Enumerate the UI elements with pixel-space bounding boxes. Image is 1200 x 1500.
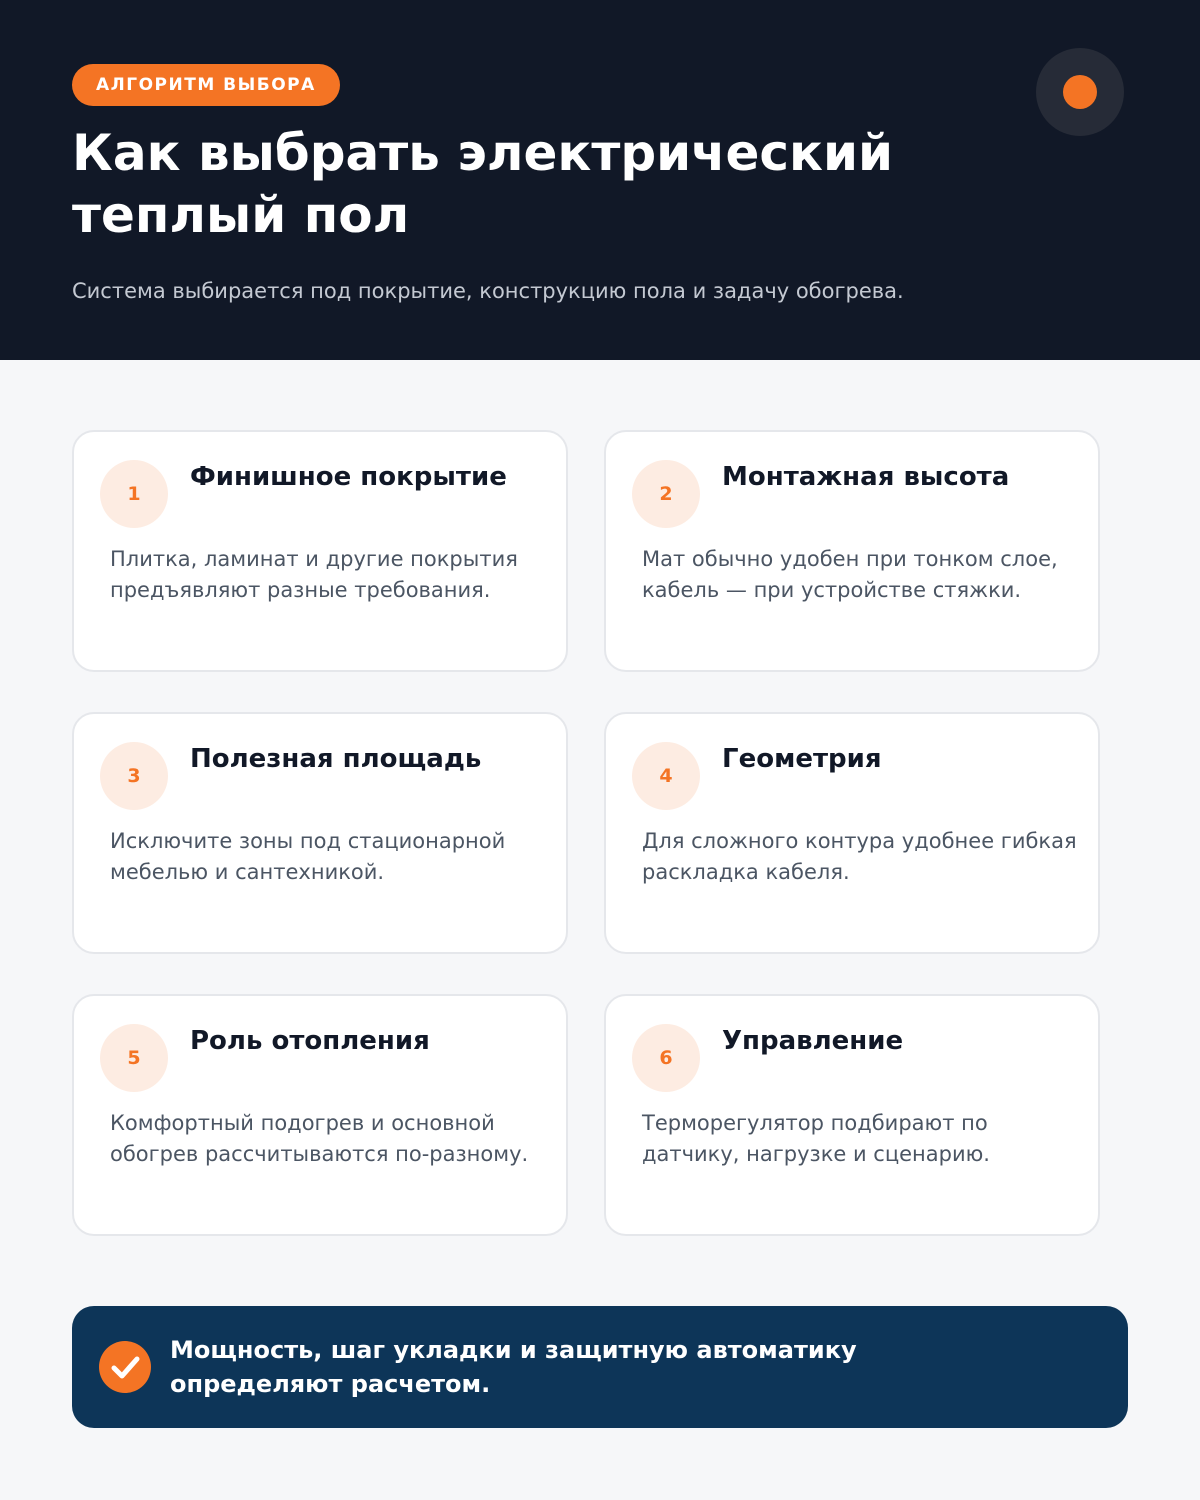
accent-dot — [1063, 75, 1097, 109]
step-description: Терморегулятор подбирают по датчику, нагрузке и сценарию. — [642, 1111, 990, 1166]
step-title: Полезная площадь — [190, 744, 482, 774]
step-card-5 — [72, 994, 568, 1236]
summary-text: Мощность, шаг укладки и защитную автоматику определяют расчетом. — [170, 1336, 857, 1398]
summary-note — [72, 1306, 1128, 1428]
step-card-1 — [72, 430, 568, 672]
step-number: 4 — [632, 742, 700, 810]
step-number: 1 — [100, 460, 168, 528]
step-card-6 — [604, 994, 1100, 1236]
step-title: Геометрия — [722, 744, 882, 774]
step-number: 2 — [632, 460, 700, 528]
step-title: Финишное покрытие — [190, 462, 507, 492]
step-description: Для сложного контура удобнее гибкая раскладка кабеля. — [642, 829, 1077, 884]
step-card-3 — [72, 712, 568, 954]
step-number: 3 — [100, 742, 168, 810]
step-card-2 — [604, 430, 1100, 672]
page-subtitle: Система выбирается под покрытие, конструкцию пола и задачу обогрева. — [72, 279, 904, 303]
step-description: Мат обычно удобен при тонком слое, кабель — при устройстве стяжки. — [642, 547, 1058, 602]
step-description: Плитка, ламинат и другие покрытия предъявляют разные требования. — [110, 547, 518, 602]
decorative-dot-icon — [1036, 48, 1124, 136]
step-description: Комфортный подогрев и основной обогрев рассчитываются по-разному. — [110, 1111, 529, 1166]
step-title: Роль отопления — [190, 1026, 430, 1056]
category-badge: АЛГОРИТМ ВЫБОРА — [72, 64, 340, 106]
step-description: Исключите зоны под стационарной мебелью и сантехникой. — [110, 829, 506, 884]
step-title: Монтажная высота — [722, 462, 1010, 492]
header — [0, 0, 1200, 360]
step-card-4 — [604, 712, 1100, 954]
step-number: 5 — [100, 1024, 168, 1092]
check-icon — [99, 1341, 151, 1393]
step-number: 6 — [632, 1024, 700, 1092]
step-title: Управление — [722, 1026, 904, 1056]
page-title: Как выбрать электрический теплый пол — [72, 124, 894, 244]
